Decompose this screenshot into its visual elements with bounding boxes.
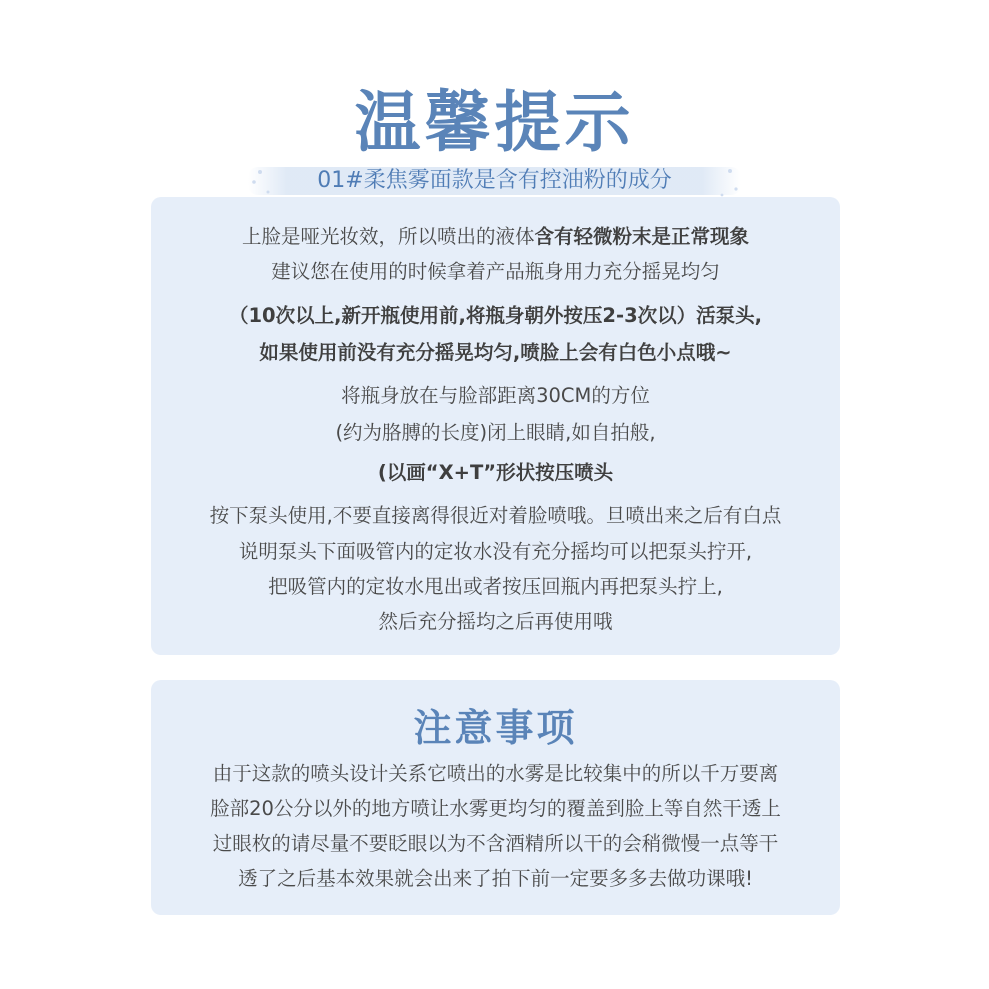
tip-line-7: (以画“X+T”形状按压喷头 xyxy=(377,461,614,484)
note-line-1: 由于这款的喷头设计关系它喷出的水雾是比较集中的所以千万要离 xyxy=(212,762,779,785)
subtitle-banner xyxy=(240,162,749,200)
tip-line-11: 然后充分摇均之后再使用哦 xyxy=(378,610,613,633)
tip-line-1-emphasis: 含有轻微粉末是正常现象 xyxy=(534,225,750,248)
page-title: 温馨提示 xyxy=(354,84,635,161)
note-line-2: 脸部20公分以外的地方喷让水雾更均匀的覆盖到脸上等自然干透上 xyxy=(210,797,781,820)
tip-line-2: 建议您在使用的时候拿着产品瓶身用力充分摇晃均匀 xyxy=(271,260,720,283)
notes-card xyxy=(151,680,840,915)
note-line-3: 过眼枚的请尽量不要眨眼以为不含酒精所以干的会稍微慢一点等干 xyxy=(212,832,779,855)
tip-line-3: （10次以上,新开瓶使用前,将瓶身朝外按压2-3次以）活泵头, xyxy=(228,304,763,327)
tip-line-5: 将瓶身放在与脸部距离30CM的方位 xyxy=(341,384,650,407)
tip-line-8: 按下泵头使用,不要直接离得很近对着脸喷哦。旦喷出来之后有白点 xyxy=(209,504,782,527)
tips-card xyxy=(151,197,840,655)
tip-line-9: 说明泵头下面吸管内的定妆水没有充分摇均可以把泵头拧开, xyxy=(238,540,753,563)
subtitle: 01#柔焦雾面款是含有控油粉的成分 xyxy=(317,168,672,193)
note-line-4: 透了之后基本效果就会出来了拍下前一定要多多去做功课哦! xyxy=(238,867,753,890)
tip-line-1-text: 上脸是哑光妆效，所以喷出的液体 xyxy=(241,225,535,248)
tip-line-4: 如果使用前没有充分摇晃均匀,喷脸上会有白色小点哦~ xyxy=(259,341,732,364)
notes-title: 注意事项 xyxy=(413,706,578,750)
tip-line-6: (约为胳膊的长度)闭上眼睛,如自拍般, xyxy=(335,421,656,444)
tip-line-1 xyxy=(151,222,840,252)
tip-line-10: 把吸管内的定妆水甩出或者按压回瓶内再把泵头拧上, xyxy=(268,575,723,598)
